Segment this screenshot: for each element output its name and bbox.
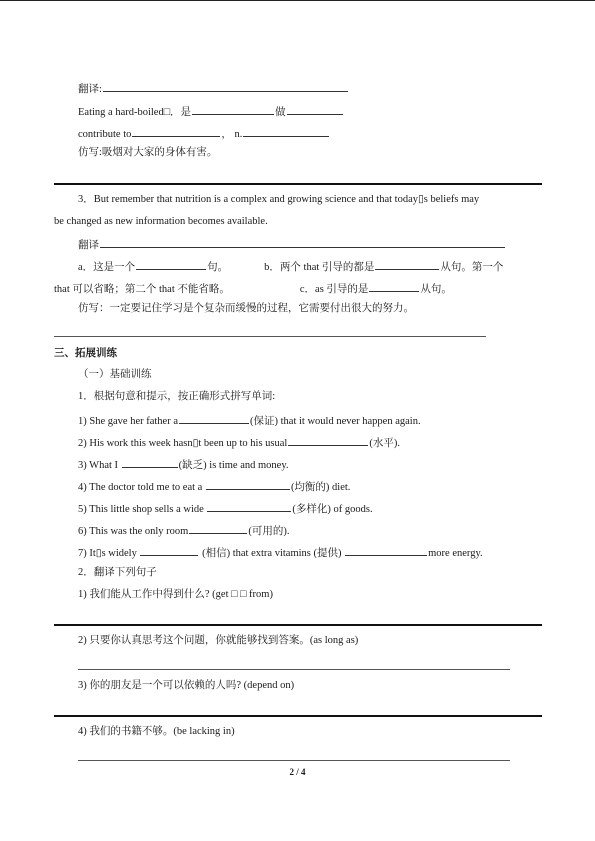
contribute-blank-1[interactable] bbox=[132, 125, 220, 137]
q1-item: 6) This was the only room (可用的). bbox=[78, 522, 289, 539]
eating-text: Eating a hard-boiled□．是 bbox=[78, 107, 192, 118]
item3-line1: 3．But remember that nutrition is a complex and growing science and that today▯s beliefs may bbox=[78, 194, 480, 205]
q1-item: 4) The doctor told me to eat a (均衡的) diet. bbox=[78, 478, 350, 495]
eating-blank-1[interactable] bbox=[192, 103, 274, 115]
eating-mid: 做 bbox=[275, 107, 286, 118]
contribute-text: contribute to bbox=[78, 129, 132, 140]
q1-blank[interactable] bbox=[140, 544, 198, 556]
q2-item-2: 2) 只要你认真思考这个问题，你就能够找到答案。(as long as) bbox=[78, 635, 359, 646]
q2-answer-line-4[interactable] bbox=[78, 760, 510, 761]
q1-blank[interactable] bbox=[288, 434, 368, 446]
item3-that-text: that 可以省略；第二个 that 不能省略。 bbox=[54, 284, 230, 295]
q1-title: 1．根据句意和提示，按正确形式拼写单词: bbox=[78, 391, 276, 402]
q1-blank[interactable] bbox=[189, 522, 247, 534]
q2-answer-line-1[interactable] bbox=[54, 624, 542, 626]
item3-answer-line[interactable] bbox=[54, 336, 486, 337]
item3-imitate: 仿写：一定要记住学习是个复杂而缓慢的过程，它需要付出很大的努力。 bbox=[78, 303, 414, 314]
q2-item-4: 4) 我们的书籍不够。(be lacking in) bbox=[78, 726, 235, 737]
contribute-row bbox=[78, 125, 330, 142]
translate-row bbox=[78, 80, 349, 97]
item3-ab-row bbox=[78, 258, 503, 275]
item3-line2: be changed as new information becomes available. bbox=[54, 216, 268, 227]
q2-answer-line-2[interactable] bbox=[78, 669, 510, 670]
item3-translate-row bbox=[78, 236, 506, 253]
contribute-blank-2[interactable] bbox=[243, 125, 329, 137]
item3-c-suffix: 从句。 bbox=[420, 284, 452, 295]
item3-a-blank[interactable] bbox=[136, 258, 206, 270]
item3-translate-blank[interactable] bbox=[100, 236, 505, 248]
q1-blank[interactable] bbox=[207, 500, 291, 512]
q1-item: 2) His work this week hasn▯t been up to his usual (水平). bbox=[78, 434, 400, 451]
eating-row bbox=[78, 103, 344, 120]
eating-blank-2[interactable] bbox=[287, 103, 343, 115]
q1-item: 1) She gave her father a (保证) that it would never happen again. bbox=[78, 412, 421, 429]
q1-item: 3) What I (缺乏) is time and money. bbox=[78, 456, 289, 473]
item3-b-prefix: b．两个 that 引导的都是 bbox=[264, 262, 375, 273]
q2-title: 2．翻译下列句子 bbox=[78, 567, 157, 578]
item3-translate-label: 翻译 bbox=[78, 240, 99, 251]
item3-c-prefix: c．as 引导的是 bbox=[299, 284, 369, 295]
q1-item: 5) This little shop sells a wide (多样化) of goods. bbox=[78, 500, 373, 517]
item3-a-prefix: a．这是一个 bbox=[78, 262, 136, 273]
contribute-mid: ， n. bbox=[221, 129, 243, 140]
page-number: 2 / 4 bbox=[289, 767, 306, 777]
q1-blank[interactable] bbox=[206, 478, 290, 490]
translate-label: 翻译: bbox=[78, 84, 102, 95]
q2-item-1: 1) 我们能从工作中得到什么? (get □ □ from) bbox=[78, 589, 273, 600]
item3-b-blank[interactable] bbox=[375, 258, 439, 270]
q1-blank[interactable] bbox=[345, 544, 427, 556]
q2-item-3: 3) 你的朋友是一个可以依赖的人吗? (depend on) bbox=[78, 680, 295, 691]
divider bbox=[54, 183, 542, 185]
q1-blank[interactable] bbox=[122, 456, 178, 468]
item3-c-blank[interactable] bbox=[369, 280, 419, 292]
section3-sub: （一）基础训练 bbox=[78, 369, 152, 380]
q2-answer-line-3[interactable] bbox=[54, 715, 542, 717]
item3-that-row bbox=[54, 280, 452, 297]
section3-heading: 三、拓展训练 bbox=[54, 348, 117, 359]
item3-b-suffix: 从句。第一个 bbox=[440, 262, 504, 273]
item3-a-suffix: 句。 bbox=[207, 262, 229, 273]
translate-blank[interactable] bbox=[103, 80, 348, 92]
q1-item-7: 7) It▯s widely (相信) that extra vitamins (提供) more energy. bbox=[78, 544, 483, 561]
imitate-top: 仿写:吸烟对大家的身体有害。 bbox=[78, 147, 218, 158]
q1-blank[interactable] bbox=[179, 412, 249, 424]
top-border bbox=[0, 0, 595, 1]
